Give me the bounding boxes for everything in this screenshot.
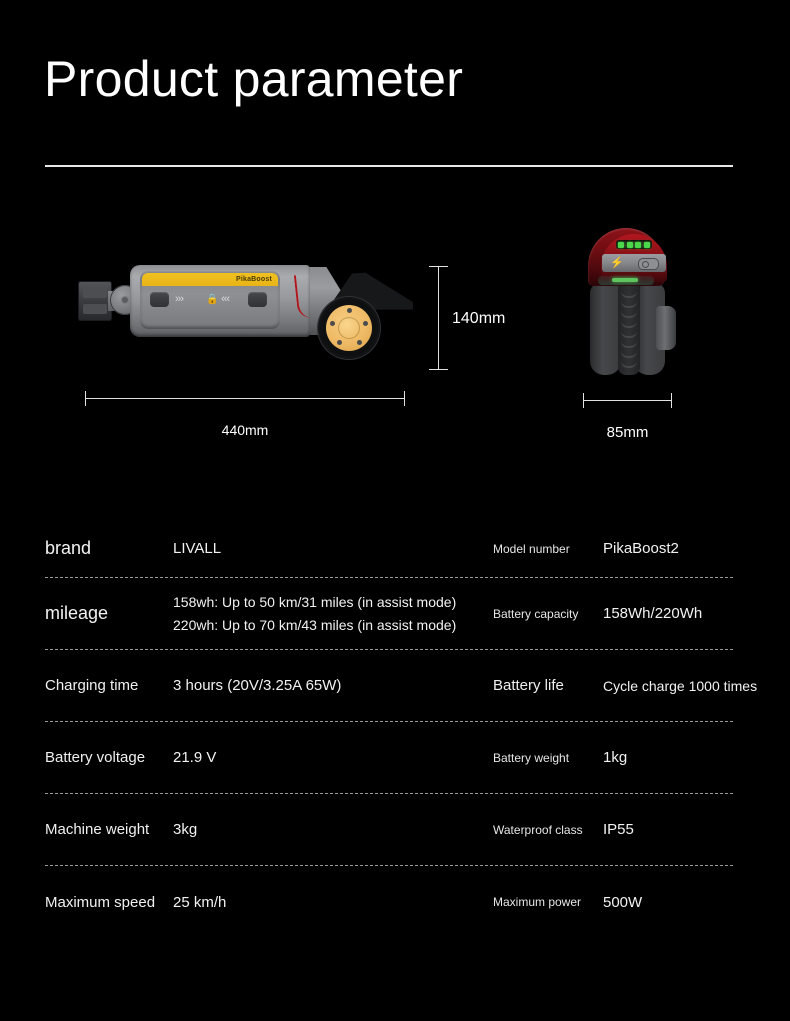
spec-label: Charging time xyxy=(45,677,139,694)
spec-value: 3 hours (20V/3.25A 65W) xyxy=(173,677,342,694)
spec-label: Battery voltage xyxy=(45,749,146,766)
spec-label: Battery weight xyxy=(493,750,570,765)
led-indicator xyxy=(627,242,633,248)
table-row xyxy=(45,650,758,722)
spec-value: PikaBoost2 xyxy=(603,540,679,557)
product-illustrations xyxy=(0,200,790,450)
led-indicator xyxy=(635,242,641,248)
wheel-hub xyxy=(338,317,360,339)
dimension-label-width: 85mm xyxy=(606,424,649,441)
page-title: Product parameter xyxy=(44,51,464,107)
dimension-line-length xyxy=(85,398,405,399)
table-row xyxy=(45,520,733,578)
spec-label: brand xyxy=(45,538,92,558)
spec-label: Battery life xyxy=(493,677,564,694)
device-brand-label: PikaBoost xyxy=(235,276,272,283)
spec-value-line: 158wh: Up to 50 km/31 miles (in assist mode) xyxy=(173,594,457,610)
spec-value: 500W xyxy=(603,893,643,911)
mount-clamp xyxy=(78,281,112,321)
spec-value xyxy=(173,578,456,649)
spec-value: 21.9 V xyxy=(173,749,217,766)
dimension-cap xyxy=(429,266,448,267)
spec-value: Cycle charge 1000 times xyxy=(603,677,758,694)
device-face-plate xyxy=(602,254,666,272)
table-row xyxy=(45,794,733,866)
tire-tread xyxy=(618,283,640,375)
wheel-bolt xyxy=(363,321,368,326)
chevron-left-icon: ‹‹‹ xyxy=(221,293,229,305)
motor-housing xyxy=(656,306,676,350)
power-button-icon xyxy=(638,258,659,270)
led-indicator xyxy=(618,242,624,248)
wheel-bolt xyxy=(347,308,352,313)
spec-value: 158Wh/220Wh xyxy=(603,605,703,622)
device-button-right xyxy=(248,292,267,307)
wheel-rim xyxy=(326,305,372,351)
dimension-line-width xyxy=(583,400,672,401)
dimension-line-height xyxy=(438,266,439,370)
dimension-cap xyxy=(429,369,448,370)
status-light-bar xyxy=(598,276,654,285)
dimension-label-height: 140mm xyxy=(452,310,506,327)
spec-label: Battery capacity xyxy=(493,606,579,621)
spec-value: 3kg xyxy=(173,821,198,838)
spec-label: Machine weight xyxy=(45,821,150,838)
spec-value: 25 km/h xyxy=(173,893,227,911)
device-brand-strip xyxy=(142,273,278,286)
device-button-left xyxy=(150,292,169,307)
product-front-view-image xyxy=(580,228,678,383)
title-divider xyxy=(45,165,733,167)
device-wheel xyxy=(318,297,380,359)
spec-value: IP55 xyxy=(603,821,634,838)
spec-label: Maximum power xyxy=(493,895,582,909)
spec-label: Maximum speed xyxy=(45,893,156,911)
wheel-bolt xyxy=(330,321,335,326)
spec-value-line: 220wh: Up to 70 km/43 miles (in assist mode) xyxy=(173,617,457,633)
dimension-cap xyxy=(85,391,86,406)
spec-value: 1kg xyxy=(603,749,628,766)
lightning-bolt-icon: ⚡ xyxy=(610,257,624,269)
wheel-bolt xyxy=(357,340,362,345)
tire-left xyxy=(590,283,621,375)
dimension-cap xyxy=(404,391,405,406)
dimension-cap xyxy=(671,393,672,408)
spec-label: Waterproof class xyxy=(493,822,583,837)
specification-table xyxy=(45,520,758,938)
lock-icon: 🔒 xyxy=(206,294,219,305)
table-row xyxy=(45,722,733,794)
table-row xyxy=(45,866,733,938)
product-side-view-image xyxy=(78,255,413,365)
chevron-right-icon: ››› xyxy=(175,293,183,305)
table-row xyxy=(45,578,733,650)
battery-led-indicator xyxy=(616,240,652,249)
wheel-bolt xyxy=(337,340,342,345)
dimension-cap xyxy=(583,393,584,408)
led-indicator xyxy=(644,242,650,248)
spec-value: LIVALL xyxy=(173,540,222,557)
spec-label: Model number xyxy=(493,541,570,556)
spec-label: mileage xyxy=(45,603,109,623)
dimension-label-length: 440mm xyxy=(221,422,269,438)
